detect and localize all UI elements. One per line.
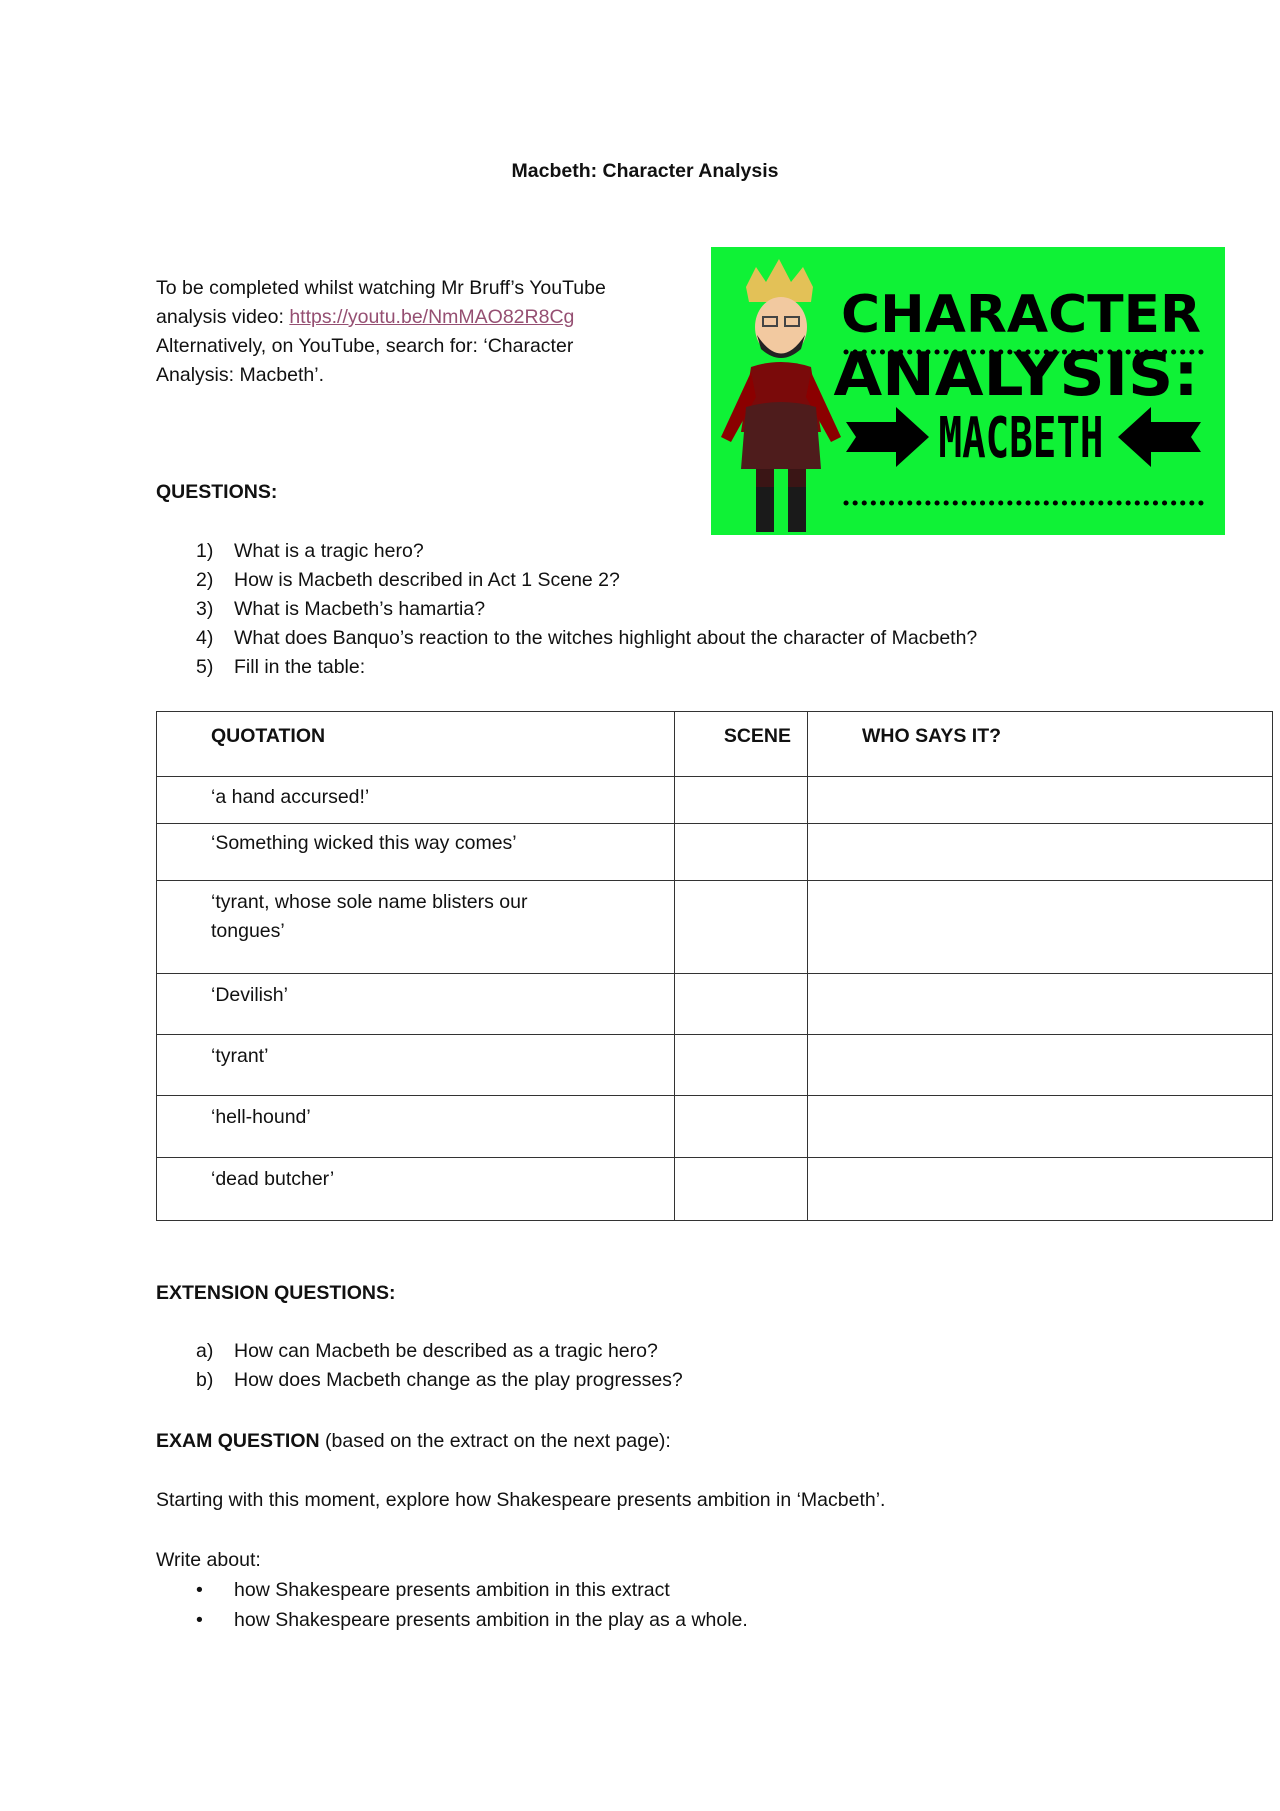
scene-cell[interactable]: [675, 974, 808, 1035]
header-who-says-it: WHO SAYS IT?: [808, 712, 1273, 777]
speaker-cell[interactable]: [808, 1096, 1273, 1158]
speaker-cell[interactable]: [808, 1158, 1273, 1221]
scene-cell[interactable]: [675, 881, 808, 974]
table-row: [157, 824, 1273, 881]
scene-cell[interactable]: [675, 1096, 808, 1158]
quote-cell: ‘tyrant, whose sole name blisters our tongues’: [157, 881, 675, 974]
bullet-text: how Shakespeare presents ambition in the play as a whole.: [234, 1609, 748, 1631]
banner-line-3: MACBETH: [938, 406, 1104, 471]
intro-line-1: To be completed whilst watching Mr Bruff’s YouTube: [156, 277, 606, 299]
bullet-icon: •: [196, 1579, 203, 1601]
intro-line-3: Alternatively, on YouTube, search for: ‘Character: [156, 335, 574, 357]
exam-heading-note: (based on the extract on the next page):: [319, 1430, 671, 1452]
questions-heading: QUESTIONS:: [156, 481, 278, 503]
quote-cell: ‘hell-hound’: [157, 1096, 675, 1158]
question-text: What does Banquo’s reaction to the witches highlight about the character of Macbeth?: [234, 627, 978, 649]
intro-line-2: [156, 303, 574, 332]
write-about-label: Write about:: [156, 1549, 261, 1571]
speaker-cell[interactable]: [808, 824, 1273, 881]
banner-line-1: CHARACTER: [841, 285, 1201, 345]
header-scene: SCENE: [675, 712, 808, 777]
exam-heading-line: [156, 1427, 671, 1456]
quote-cell: ‘a hand accursed!’: [157, 777, 675, 824]
table-row: [157, 881, 1273, 974]
title-bold: Macbeth: [511, 160, 591, 182]
question-number: 5): [196, 656, 214, 678]
quote-cell: ‘tyrant’: [157, 1035, 675, 1096]
speaker-cell[interactable]: [808, 881, 1273, 974]
question-number: 3): [196, 598, 214, 620]
speaker-cell[interactable]: [808, 974, 1273, 1035]
table-row: [157, 777, 1273, 824]
exam-prompt: Starting with this moment, explore how Shakespeare presents ambition in ‘Macbeth’.: [156, 1489, 886, 1511]
question-number: 4): [196, 627, 214, 649]
extension-text: How can Macbeth be described as a tragic hero?: [234, 1340, 658, 1362]
bullet-icon: •: [196, 1609, 203, 1631]
exam-heading: EXAM QUESTION: [156, 1430, 320, 1452]
question-text: How is Macbeth described in Act 1 Scene 2?: [234, 569, 620, 591]
extension-heading: EXTENSION QUESTIONS:: [156, 1282, 396, 1304]
title-rest: : Character Analysis: [590, 160, 779, 182]
quote-cell: ‘Something wicked this way comes’: [157, 824, 675, 881]
quote-cell: ‘dead butcher’: [157, 1158, 675, 1221]
table-header-row: [157, 712, 1273, 777]
quotation-table: [156, 711, 1273, 1221]
question-number: 1): [196, 540, 214, 562]
question-text: What is Macbeth’s hamartia?: [234, 598, 486, 620]
page-title: [0, 157, 1280, 186]
table-row: [157, 1158, 1273, 1221]
character-analysis-banner: [711, 247, 1225, 535]
video-link[interactable]: https://youtu.be/NmMAO82R8Cg: [289, 306, 575, 328]
intro-prefix: analysis video:: [156, 306, 290, 328]
extension-letter: b): [196, 1369, 214, 1391]
scene-cell[interactable]: [675, 1158, 808, 1221]
intro-line-4: Analysis: Macbeth’.: [156, 364, 324, 386]
speaker-cell[interactable]: [808, 777, 1273, 824]
banner-line-2: ANALYSIS:: [833, 340, 1199, 410]
extension-text: How does Macbeth change as the play progresses?: [234, 1369, 683, 1391]
question-text: What is a tragic hero?: [234, 540, 424, 562]
scene-cell[interactable]: [675, 777, 808, 824]
table-row: [157, 1096, 1273, 1158]
scene-cell[interactable]: [675, 1035, 808, 1096]
question-text: Fill in the table:: [234, 656, 366, 678]
scene-cell[interactable]: [675, 824, 808, 881]
quote-cell: ‘Devilish’: [157, 974, 675, 1035]
speaker-cell[interactable]: [808, 1035, 1273, 1096]
table-row: [157, 974, 1273, 1035]
bullet-text: how Shakespeare presents ambition in this extract: [234, 1579, 670, 1601]
table-row: [157, 1035, 1273, 1096]
question-number: 2): [196, 569, 214, 591]
header-quotation: QUOTATION: [157, 712, 675, 777]
extension-letter: a): [196, 1340, 214, 1362]
